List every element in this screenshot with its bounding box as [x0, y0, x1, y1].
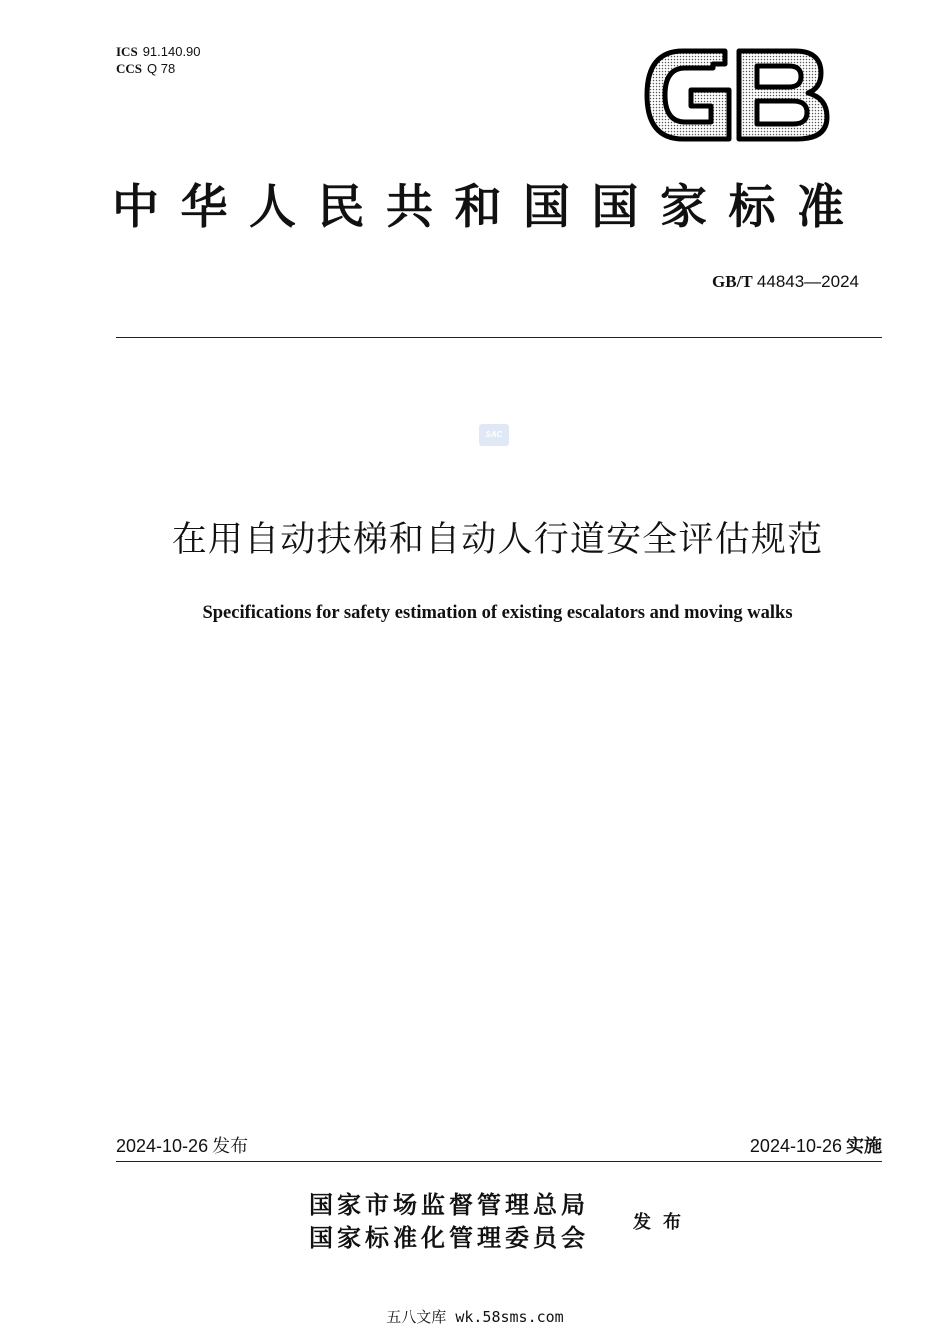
- header-divider: [116, 337, 882, 338]
- footer-divider: [116, 1161, 882, 1162]
- issuing-authorities: [309, 1188, 589, 1254]
- standard-number-value: 44843—2024: [756, 272, 859, 291]
- implementation-date-label: 实施: [846, 1136, 882, 1157]
- issue-verb: 发布: [633, 1212, 693, 1233]
- gb-logo: [643, 46, 833, 144]
- issue-date-label: 发布: [212, 1136, 249, 1157]
- ccs-label: CCS: [116, 61, 143, 76]
- ccs-value: Q 78: [147, 61, 176, 76]
- national-standard-title: 中华人民共和国国家标准: [112, 180, 866, 235]
- document-title-chinese: 在用自动扶梯和自动人行道安全评估规范: [171, 520, 824, 560]
- ics-label: ICS: [116, 44, 138, 59]
- issuer-samr: 国家市场监督管理总局: [309, 1190, 589, 1219]
- implementation-date-value: 2024-10-26: [749, 1136, 842, 1156]
- sac-watermark-badge: SAC: [479, 424, 509, 446]
- issue-date: [116, 1132, 248, 1158]
- footer-watermark: 五八文库 wk.58sms.com: [386, 1308, 564, 1326]
- classification-codes: [116, 43, 201, 77]
- standard-number: [712, 272, 859, 292]
- issue-date-value: 2024-10-26: [116, 1136, 209, 1156]
- ccs-code: [116, 60, 201, 77]
- ics-code: [116, 43, 201, 60]
- ics-value: 91.140.90: [142, 44, 201, 59]
- standard-number-prefix: GB/T: [712, 272, 753, 291]
- implementation-date: [750, 1132, 882, 1158]
- issuer-sac: 国家标准化管理委员会: [309, 1223, 589, 1252]
- document-title-english: Specifications for safety estimation of existing escalators and moving walks: [202, 603, 793, 623]
